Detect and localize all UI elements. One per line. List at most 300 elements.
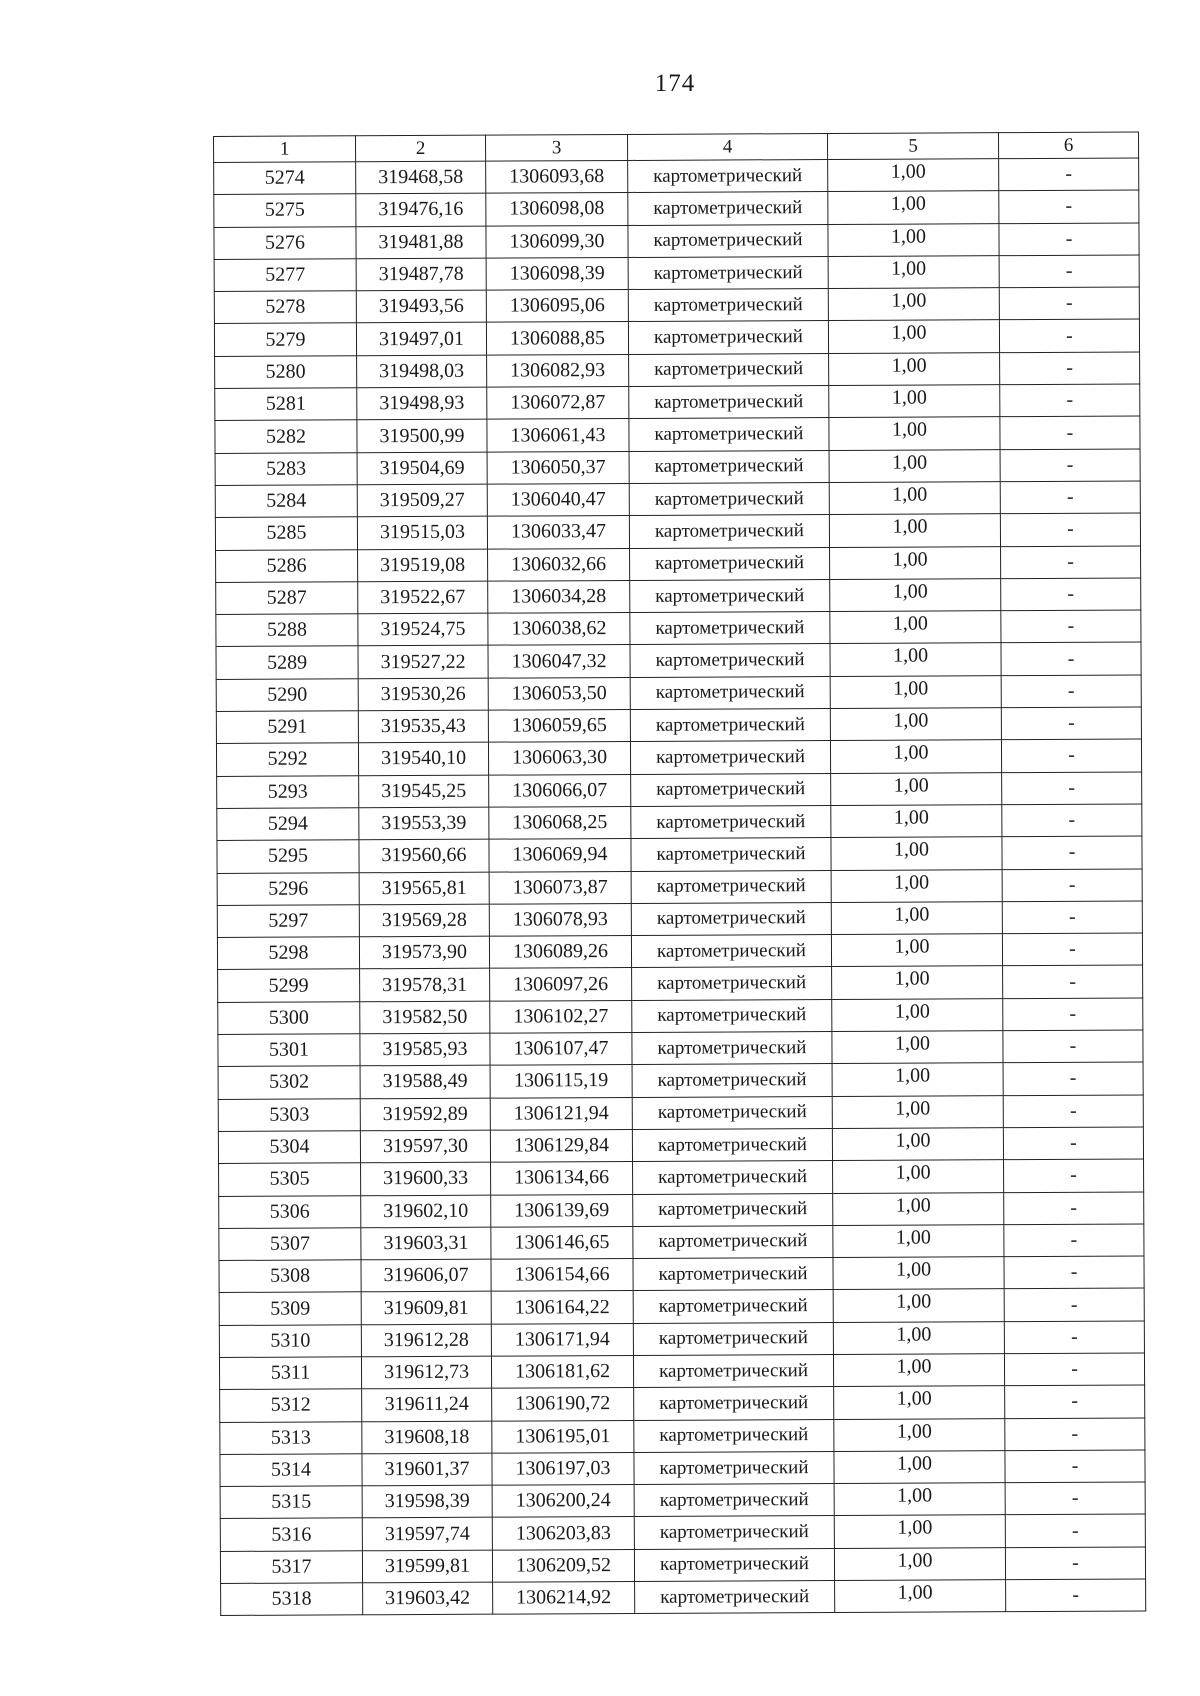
accuracy-cell: 1,00 [831,772,1002,805]
accuracy-cell: 1,00 [830,675,1001,708]
method-cell: картометрический [634,1484,834,1517]
page-number: 174 [654,70,696,97]
point-number-cell: 5309 [219,1292,361,1325]
x-coordinate-cell: 319603,42 [363,1582,493,1615]
accuracy-cell: 1,00 [829,449,1000,482]
method-cell: картометрический [634,1387,834,1420]
y-coordinate-cell: 1306190,72 [492,1388,634,1421]
y-coordinate-cell: 1306181,62 [491,1355,633,1388]
x-coordinate-cell: 319597,74 [362,1518,492,1551]
table-row [219,1191,1144,1228]
accuracy-cell: 1,00 [829,385,1000,418]
method-cell: картометрический [632,1032,832,1065]
x-coordinate-cell: 319592,89 [360,1098,490,1131]
method-cell: картометрический [634,1516,834,1549]
y-coordinate-cell: 1306069,94 [489,839,631,872]
table-row [220,1418,1145,1455]
method-cell: картометрический [629,353,829,386]
column-header: 1 [214,136,356,163]
x-coordinate-cell: 319597,30 [360,1130,490,1163]
x-coordinate-cell: 319535,43 [358,710,488,743]
note-cell: - [1005,1385,1145,1418]
coordinates-table-container [213,131,1145,1616]
x-coordinate-cell: 319573,90 [359,936,489,969]
table-row [217,772,1142,809]
point-number-cell: 5317 [220,1551,362,1584]
point-number-cell: 5299 [218,969,360,1002]
table-row [218,1062,1143,1099]
x-coordinate-cell: 319585,93 [360,1033,490,1066]
y-coordinate-cell: 1306195,01 [492,1420,634,1453]
note-cell: - [1000,513,1140,546]
table-row [219,1353,1144,1390]
column-header: 3 [485,134,627,161]
y-coordinate-cell: 1306095,06 [486,290,628,323]
point-number-cell: 5278 [214,291,356,324]
y-coordinate-cell: 1306061,43 [487,419,629,452]
point-number-cell: 5310 [219,1324,361,1357]
x-coordinate-cell: 319493,56 [356,290,486,323]
table-row [215,481,1140,518]
x-coordinate-cell: 319611,24 [362,1388,492,1421]
note-cell: - [1005,1450,1145,1483]
note-cell: - [999,319,1139,352]
method-cell: картометрический [633,1322,833,1355]
table-row [219,1256,1144,1293]
note-cell: - [1003,965,1143,998]
table-row [217,836,1142,873]
method-cell: картометрический [632,999,832,1032]
point-number-cell: 5275 [214,194,356,227]
table-row [216,642,1141,679]
accuracy-cell: 1,00 [829,482,1000,515]
table-row [219,1321,1144,1358]
note-cell: - [1005,1514,1145,1547]
table-row [220,1385,1145,1422]
method-cell: картометрический [631,870,831,903]
y-coordinate-cell: 1306129,84 [490,1129,632,1162]
x-coordinate-cell: 319599,81 [362,1550,492,1583]
method-cell: картометрический [634,1451,834,1484]
note-cell: - [1005,1547,1145,1580]
y-coordinate-cell: 1306154,66 [491,1259,633,1292]
x-coordinate-cell: 319515,03 [357,516,487,549]
method-cell: картометрический [628,192,828,225]
point-number-cell: 5307 [219,1228,361,1261]
note-cell: - [1004,1321,1144,1354]
accuracy-cell: 1,00 [829,352,1000,385]
table-row [218,1095,1143,1132]
x-coordinate-cell: 319509,27 [357,484,487,517]
method-cell: картометрический [632,1128,832,1161]
note-cell: - [1004,1159,1144,1192]
x-coordinate-cell: 319468,58 [356,161,486,194]
note-cell: - [1004,1191,1144,1224]
point-number-cell: 5280 [215,356,357,389]
method-cell: картометрический [630,547,830,580]
y-coordinate-cell: 1306072,87 [487,387,629,420]
note-cell: - [999,255,1139,288]
note-cell: - [1000,449,1140,482]
method-cell: картометрический [631,773,831,806]
table-row [221,1579,1146,1616]
x-coordinate-cell: 319540,10 [358,743,488,776]
column-header: 5 [827,133,998,160]
y-coordinate-cell: 1306115,19 [490,1065,632,1098]
note-cell: - [1003,998,1143,1031]
y-coordinate-cell: 1306097,26 [490,968,632,1001]
point-number-cell: 5292 [216,743,358,776]
note-cell: - [1006,1579,1146,1612]
note-cell: - [1004,1353,1144,1386]
accuracy-cell: 1,00 [828,191,999,224]
table-row [219,1159,1144,1196]
point-number-cell: 5274 [214,162,356,195]
y-coordinate-cell: 1306164,22 [491,1291,633,1324]
table-row [216,675,1141,712]
point-number-cell: 5313 [220,1421,362,1454]
x-coordinate-cell: 319497,01 [356,323,486,356]
y-coordinate-cell: 1306093,68 [486,160,628,193]
table-row [215,352,1140,389]
point-number-cell: 5291 [216,711,358,744]
y-coordinate-cell: 1306102,27 [490,1000,632,1033]
point-number-cell: 5288 [216,614,358,647]
x-coordinate-cell: 319569,28 [359,904,489,937]
point-number-cell: 5316 [220,1518,362,1551]
y-coordinate-cell: 1306059,65 [488,710,630,743]
accuracy-cell: 1,00 [829,417,1000,450]
method-cell: картометрический [632,1096,832,1129]
method-cell: картометрический [629,482,829,515]
point-number-cell: 5290 [216,679,358,712]
y-coordinate-cell: 1306033,47 [487,516,629,549]
y-coordinate-cell: 1306200,24 [492,1485,634,1518]
method-cell: картометрический [633,1354,833,1387]
accuracy-cell: 1,00 [828,159,999,192]
x-coordinate-cell: 319582,50 [360,1001,490,1034]
point-number-cell: 5294 [217,808,359,841]
table-row [216,707,1141,744]
accuracy-cell: 1,00 [835,1580,1006,1613]
note-cell: - [1002,772,1142,805]
y-coordinate-cell: 1306203,83 [492,1517,634,1550]
accuracy-cell: 1,00 [828,223,999,256]
note-cell: - [1005,1482,1145,1515]
y-coordinate-cell: 1306214,92 [493,1582,635,1615]
y-coordinate-cell: 1306078,93 [489,903,631,936]
note-cell: - [1000,384,1140,417]
y-coordinate-cell: 1306073,87 [489,871,631,904]
note-cell: - [1002,901,1142,934]
note-cell: - [1001,546,1141,579]
note-cell: - [1003,1030,1143,1063]
point-number-cell: 5302 [218,1066,360,1099]
note-cell: - [1002,804,1142,837]
point-number-cell: 5315 [220,1486,362,1519]
y-coordinate-cell: 1306139,69 [491,1194,633,1227]
x-coordinate-cell: 319519,08 [358,549,488,582]
y-coordinate-cell: 1306032,66 [488,548,630,581]
y-coordinate-cell: 1306171,94 [491,1323,633,1356]
point-number-cell: 5311 [219,1357,361,1390]
table-row [214,255,1139,292]
point-number-cell: 5306 [219,1195,361,1228]
table-row [219,1224,1144,1261]
y-coordinate-cell: 1306088,85 [486,322,628,355]
method-cell: картометрический [630,579,830,612]
y-coordinate-cell: 1306034,28 [488,580,630,613]
note-cell: - [1000,352,1140,385]
accuracy-cell: 1,00 [834,1386,1005,1419]
table-row [214,319,1139,356]
table-row [220,1514,1145,1551]
note-cell: - [999,190,1139,223]
y-coordinate-cell: 1306082,93 [487,354,629,387]
table-row [214,287,1139,324]
accuracy-cell: 1,00 [833,1224,1004,1257]
x-coordinate-cell: 319560,66 [359,839,489,872]
accuracy-cell: 1,00 [831,934,1002,967]
y-coordinate-cell: 1306047,32 [488,645,630,678]
table-row [217,868,1142,905]
note-cell: - [1000,416,1140,449]
note-cell: - [1004,1288,1144,1321]
y-coordinate-cell: 1306066,07 [489,774,631,807]
y-coordinate-cell: 1306209,52 [492,1549,634,1582]
accuracy-cell: 1,00 [834,1418,1005,1451]
table-row [215,416,1140,453]
table-row [214,158,1139,195]
note-cell: - [999,158,1139,191]
point-number-cell: 5305 [219,1163,361,1196]
x-coordinate-cell: 319553,39 [359,807,489,840]
x-coordinate-cell: 319602,10 [361,1195,491,1228]
method-cell: картометрический [629,515,829,548]
accuracy-cell: 1,00 [834,1451,1005,1484]
accuracy-cell: 1,00 [833,1160,1004,1193]
table-row [217,901,1142,938]
table-row [216,739,1141,776]
table-row [218,998,1143,1035]
method-cell: картометрический [631,935,831,968]
point-number-cell: 5284 [215,485,357,518]
method-cell: картометрический [630,644,830,677]
table-row [215,449,1140,486]
y-coordinate-cell: 1306063,30 [488,742,630,775]
table-row [220,1482,1145,1519]
note-cell: - [1004,1224,1144,1257]
note-cell: - [1001,578,1141,611]
method-cell: картометрический [632,967,832,1000]
x-coordinate-cell: 319603,31 [361,1227,491,1260]
point-number-cell: 5279 [214,323,356,356]
accuracy-cell: 1,00 [831,805,1002,838]
method-cell: картометрический [629,386,829,419]
y-coordinate-cell: 1306098,39 [486,257,628,290]
table-row [216,546,1141,583]
x-coordinate-cell: 319504,69 [357,452,487,485]
method-cell: картометрический [635,1581,835,1614]
method-cell: картометрический [633,1161,833,1194]
method-cell: картометрический [628,289,828,322]
note-cell: - [1002,868,1142,901]
table-row [218,965,1143,1002]
accuracy-cell: 1,00 [831,901,1002,934]
accuracy-cell: 1,00 [831,837,1002,870]
table-row [219,1288,1144,1325]
note-cell: - [999,287,1139,320]
note-cell: - [1001,675,1141,708]
y-coordinate-cell: 1306040,47 [487,483,629,516]
accuracy-cell: 1,00 [828,288,999,321]
x-coordinate-cell: 319588,49 [360,1065,490,1098]
point-number-cell: 5301 [218,1034,360,1067]
accuracy-cell: 1,00 [830,611,1001,644]
x-coordinate-cell: 319545,25 [359,775,489,808]
x-coordinate-cell: 319612,73 [361,1356,491,1389]
point-number-cell: 5295 [217,840,359,873]
accuracy-cell: 1,00 [830,740,1001,773]
accuracy-cell: 1,00 [830,643,1001,676]
x-coordinate-cell: 319609,81 [361,1292,491,1325]
accuracy-cell: 1,00 [829,514,1000,547]
table-row [215,513,1140,550]
accuracy-cell: 1,00 [832,966,1003,999]
x-coordinate-cell: 319600,33 [361,1162,491,1195]
method-cell: картометрический [632,1064,832,1097]
point-number-cell: 5300 [218,1002,360,1035]
x-coordinate-cell: 319500,99 [357,420,487,453]
accuracy-cell: 1,00 [833,1354,1004,1387]
point-number-cell: 5304 [218,1131,360,1164]
method-cell: картометрический [633,1193,833,1226]
y-coordinate-cell: 1306038,62 [488,613,630,646]
note-cell: - [1002,836,1142,869]
x-coordinate-cell: 319598,39 [362,1485,492,1518]
method-cell: картометрический [630,676,830,709]
point-number-cell: 5289 [216,646,358,679]
point-number-cell: 5296 [217,872,359,905]
accuracy-cell: 1,00 [833,1289,1004,1322]
method-cell: картометрический [634,1419,834,1452]
method-cell: картометрический [630,709,830,742]
accuracy-cell: 1,00 [833,1192,1004,1225]
x-coordinate-cell: 319481,88 [356,226,486,259]
y-coordinate-cell: 1306146,65 [491,1226,633,1259]
note-cell: - [1003,1127,1143,1160]
x-coordinate-cell: 319578,31 [360,969,490,1002]
y-coordinate-cell: 1306050,37 [487,451,629,484]
table-row [215,384,1140,421]
point-number-cell: 5283 [215,452,357,485]
table-row [214,190,1139,227]
x-coordinate-cell: 319527,22 [358,646,488,679]
accuracy-cell: 1,00 [833,1321,1004,1354]
accuracy-cell: 1,00 [830,579,1001,612]
x-coordinate-cell: 319608,18 [362,1421,492,1454]
table-body [214,158,1146,1616]
table-row [218,1127,1143,1164]
method-cell: картометрический [629,418,829,451]
method-cell: картометрический [630,741,830,774]
method-cell: картометрический [631,838,831,871]
note-cell: - [999,223,1139,256]
note-cell: - [1000,481,1140,514]
table-row [217,933,1142,970]
method-cell: картометрический [634,1548,834,1581]
method-cell: картометрический [628,321,828,354]
point-number-cell: 5297 [217,905,359,938]
point-number-cell: 5314 [220,1454,362,1487]
method-cell: картометрический [630,612,830,645]
accuracy-cell: 1,00 [832,1095,1003,1128]
note-cell: - [1001,739,1141,772]
y-coordinate-cell: 1306107,47 [490,1032,632,1065]
accuracy-cell: 1,00 [832,1063,1003,1096]
y-coordinate-cell: 1306089,26 [489,936,631,969]
accuracy-cell: 1,00 [834,1515,1005,1548]
y-coordinate-cell: 1306068,25 [489,806,631,839]
column-header: 4 [627,133,827,160]
x-coordinate-cell: 319498,93 [357,387,487,420]
table-row [214,223,1139,260]
x-coordinate-cell: 319601,37 [362,1453,492,1486]
x-coordinate-cell: 319612,28 [361,1324,491,1357]
accuracy-cell: 1,00 [828,320,999,353]
accuracy-cell: 1,00 [831,869,1002,902]
point-number-cell: 5277 [214,259,356,292]
note-cell: - [1003,1095,1143,1128]
x-coordinate-cell: 319565,81 [359,872,489,905]
point-number-cell: 5285 [215,517,357,550]
note-cell: - [1003,1062,1143,1095]
method-cell: картометрический [628,256,828,289]
y-coordinate-cell: 1306121,94 [490,1097,632,1130]
coordinates-table [213,131,1146,1616]
y-coordinate-cell: 1306134,66 [491,1162,633,1195]
table-row [216,578,1141,615]
accuracy-cell: 1,00 [830,546,1001,579]
point-number-cell: 5303 [218,1098,360,1131]
table-row [217,804,1142,841]
accuracy-cell: 1,00 [832,998,1003,1031]
y-coordinate-cell: 1306197,03 [492,1452,634,1485]
column-header: 6 [998,132,1138,159]
point-number-cell: 5312 [220,1389,362,1422]
table-row [218,1030,1143,1067]
method-cell: картометрический [631,902,831,935]
note-cell: - [1002,933,1142,966]
method-cell: картометрический [631,805,831,838]
accuracy-cell: 1,00 [830,708,1001,741]
accuracy-cell: 1,00 [832,1031,1003,1064]
point-number-cell: 5286 [216,549,358,582]
x-coordinate-cell: 319530,26 [358,678,488,711]
method-cell: картометрический [633,1258,833,1291]
table-row [216,610,1141,647]
note-cell: - [1004,1256,1144,1289]
point-number-cell: 5298 [217,937,359,970]
accuracy-cell: 1,00 [828,256,999,289]
point-number-cell: 5287 [216,582,358,615]
y-coordinate-cell: 1306053,50 [488,677,630,710]
accuracy-cell: 1,00 [834,1483,1005,1516]
point-number-cell: 5293 [217,775,359,808]
point-number-cell: 5282 [215,420,357,453]
x-coordinate-cell: 319522,67 [358,581,488,614]
method-cell: картометрический [633,1225,833,1258]
